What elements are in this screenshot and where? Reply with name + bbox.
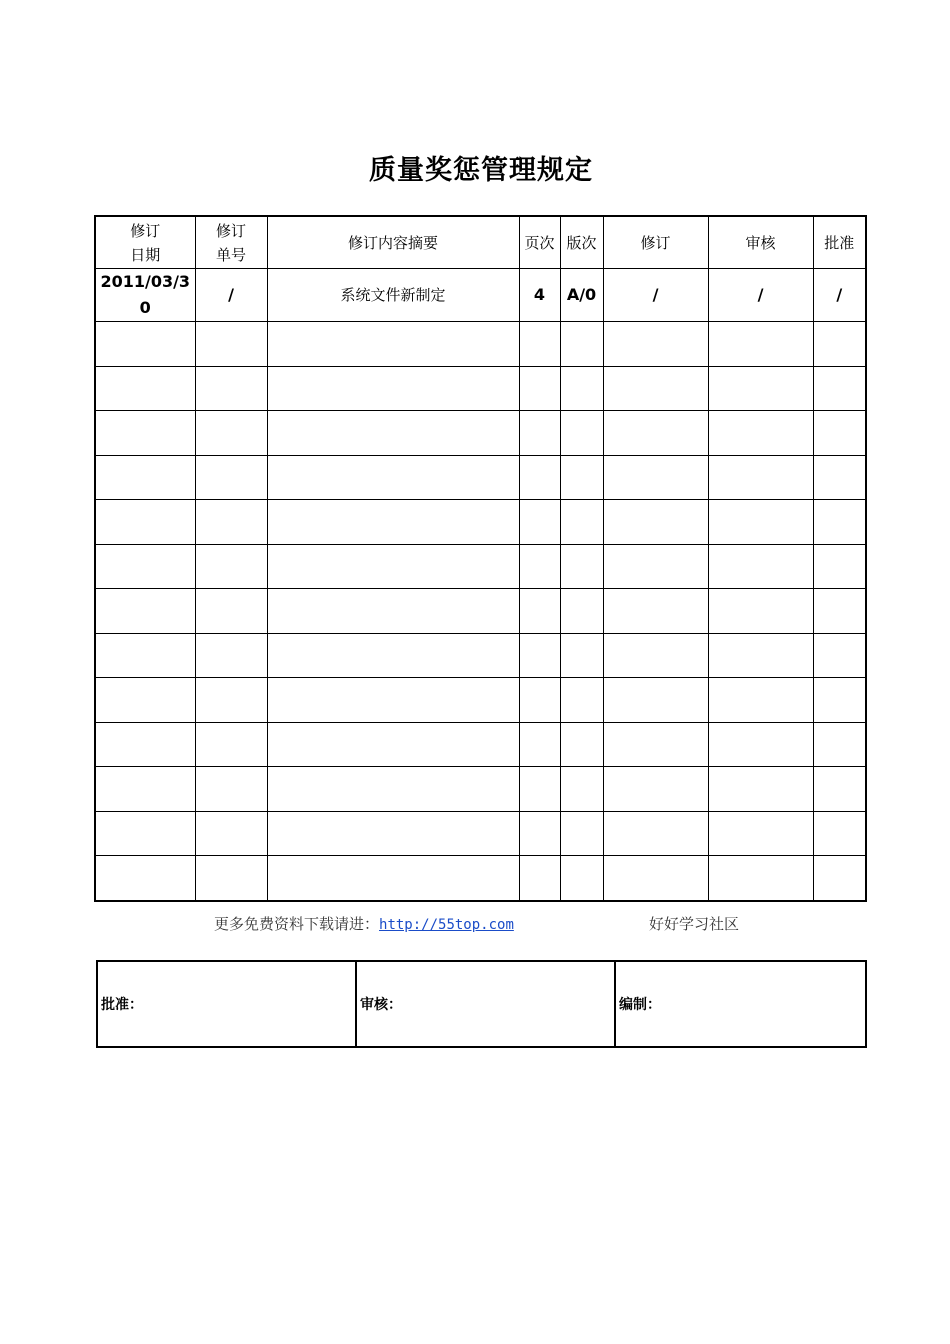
cell-number: / [195,269,267,322]
empty-cell [813,767,866,812]
empty-cell [519,856,560,901]
empty-cell [813,678,866,723]
empty-cell [560,767,603,812]
empty-cell [708,811,813,856]
empty-cell [195,722,267,767]
empty-cell [560,722,603,767]
empty-cell [560,633,603,678]
empty-cell [519,633,560,678]
empty-cell [95,722,195,767]
empty-cell [195,811,267,856]
empty-cell [195,856,267,901]
empty-cell [267,589,519,634]
table-row [95,589,866,634]
signature-row [97,961,866,1047]
empty-cell [708,322,813,367]
approve-field: 批准： [97,961,356,1047]
header-page: 页次 [519,216,560,269]
empty-cell [708,544,813,589]
empty-cell [708,633,813,678]
empty-cell [708,678,813,723]
empty-cell [560,544,603,589]
header-number-line1: 修订 [215,221,246,240]
empty-cell [708,366,813,411]
empty-cell [267,811,519,856]
empty-cell [813,589,866,634]
signature-table [96,960,867,1048]
empty-cell [603,544,708,589]
empty-cell [603,633,708,678]
empty-cell [195,589,267,634]
header-reviewed: 审核 [708,216,813,269]
cell-date-line1: 2011/03/3 [100,272,191,291]
download-text: 更多免费资料下载请进： [214,915,380,933]
empty-cell [560,856,603,901]
empty-cell [519,411,560,456]
header-date [95,216,195,269]
header-approved: 批准 [813,216,866,269]
empty-cell [95,411,195,456]
empty-cell [813,322,866,367]
review-field: 审核： [356,961,615,1047]
empty-cell [195,633,267,678]
cell-reviewed: / [708,269,813,322]
empty-cell [95,633,195,678]
empty-cell [708,722,813,767]
table-header-row [95,216,866,269]
empty-cell [813,366,866,411]
empty-cell [267,633,519,678]
empty-cell [195,500,267,545]
empty-cell [603,500,708,545]
empty-cell [95,856,195,901]
empty-cell [519,722,560,767]
empty-cell [813,722,866,767]
empty-cell [195,322,267,367]
empty-cell [519,678,560,723]
empty-cell [267,455,519,500]
prepare-field: 编制： [615,961,866,1047]
empty-cell [95,366,195,411]
header-number [195,216,267,269]
empty-cell [603,411,708,456]
empty-cell [267,322,519,367]
empty-cell [519,811,560,856]
cell-version: A/0 [560,269,603,322]
empty-cell [267,411,519,456]
empty-cell [195,678,267,723]
empty-cell [195,366,267,411]
table-row [95,678,866,723]
empty-cell [560,322,603,367]
empty-cell [560,678,603,723]
empty-cell [95,455,195,500]
empty-cell [708,856,813,901]
empty-cell [708,500,813,545]
empty-cell [195,767,267,812]
table-row [95,500,866,545]
empty-cell [603,455,708,500]
empty-cell [195,411,267,456]
table-row [95,633,866,678]
header-version: 版次 [560,216,603,269]
empty-cell [95,322,195,367]
empty-cell [603,811,708,856]
empty-cell [519,589,560,634]
empty-cell [195,455,267,500]
empty-cell [560,411,603,456]
empty-cell [813,411,866,456]
empty-cell [267,856,519,901]
empty-cell [813,455,866,500]
empty-cell [95,500,195,545]
download-notice [214,913,514,934]
table-row [95,722,866,767]
header-revised: 修订 [603,216,708,269]
header-date-line1: 修订 [130,221,161,240]
empty-cell [95,767,195,812]
cell-page: 4 [519,269,560,322]
empty-cell [267,767,519,812]
empty-cell [708,767,813,812]
header-summary: 修订内容摘要 [267,216,519,269]
table-row [95,366,866,411]
empty-cell [813,856,866,901]
document-title: 质量奖惩管理规定 [369,155,593,186]
table-row [95,811,866,856]
empty-cell [519,500,560,545]
empty-cell [519,544,560,589]
empty-cell [603,767,708,812]
empty-cell [267,678,519,723]
empty-cell [708,455,813,500]
empty-cell [519,455,560,500]
empty-cell [603,322,708,367]
table-row [95,544,866,589]
empty-cell [560,366,603,411]
empty-cell [195,544,267,589]
empty-cell [95,811,195,856]
empty-cell [560,811,603,856]
cell-summary: 系统文件新制定 [267,269,519,322]
footer-line [0,913,950,937]
empty-cell [267,722,519,767]
empty-cell [603,366,708,411]
table-row [95,411,866,456]
empty-cell [813,544,866,589]
empty-cell [813,633,866,678]
empty-cell [519,322,560,367]
cell-approved: / [813,269,866,322]
community-name: 好好学习社区 [649,915,740,933]
empty-cell [560,500,603,545]
empty-cell [95,544,195,589]
empty-cell [95,589,195,634]
table-row [95,856,866,901]
cell-date-line2: 0 [139,298,151,317]
cell-date [95,269,195,322]
empty-cell [95,678,195,723]
empty-cell [603,856,708,901]
empty-cell [560,589,603,634]
table-row [95,269,866,322]
empty-cell [267,366,519,411]
empty-cell [603,589,708,634]
table-row [95,322,866,367]
empty-cell [519,366,560,411]
empty-cell [708,411,813,456]
empty-cell [267,500,519,545]
download-link[interactable]: http://55top.com [379,917,514,933]
empty-cell [708,589,813,634]
empty-cell [813,500,866,545]
empty-cell [603,678,708,723]
empty-cell [267,544,519,589]
revision-table [94,215,867,902]
empty-cell [560,455,603,500]
empty-cell [603,722,708,767]
empty-cell [813,811,866,856]
header-number-line2: 单号 [215,245,246,264]
table-row [95,767,866,812]
empty-cell [519,767,560,812]
cell-revised: / [603,269,708,322]
table-row [95,455,866,500]
header-date-line2: 日期 [130,245,161,264]
